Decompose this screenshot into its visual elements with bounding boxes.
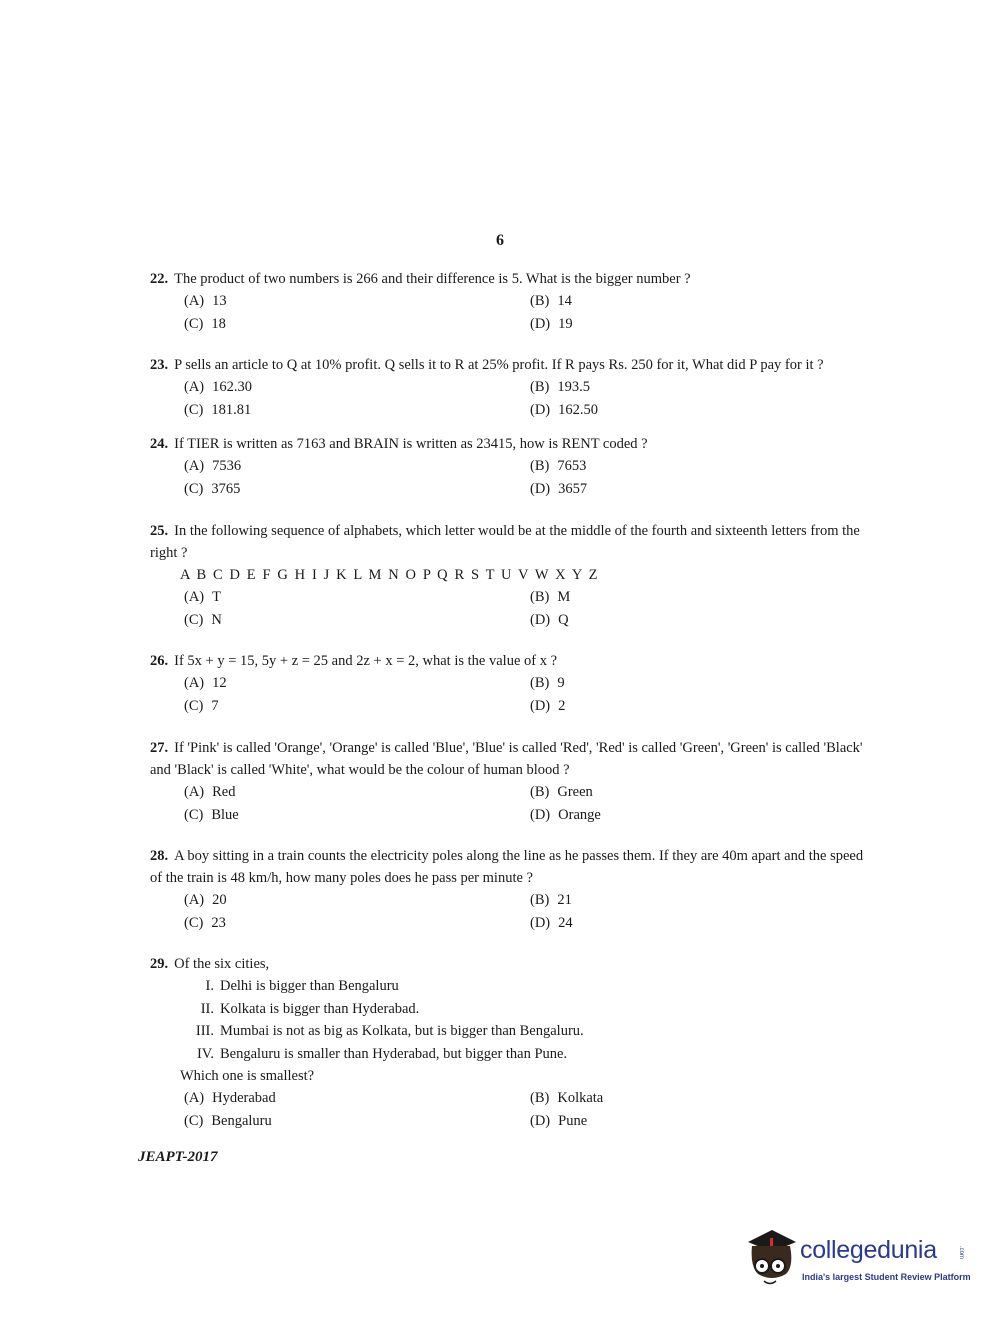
question-text: If TIER is written as 7163 and BRAIN is written as 23415, how is RENT coded ? bbox=[174, 436, 648, 452]
question-26 bbox=[150, 650, 870, 717]
question-number: 25. bbox=[150, 523, 169, 539]
option-b: (B) 21 bbox=[530, 892, 572, 908]
question-number: 27. bbox=[150, 740, 169, 756]
options bbox=[184, 586, 868, 631]
option-d: (D) Orange bbox=[530, 806, 601, 823]
question-text: A boy sitting in a train counts the electricity poles along the line as he passes them. If they are 40m apart and the speed of the train is 48 km/h, how many poles does he pass per minute ? bbox=[150, 848, 864, 886]
option-b: (B) Kolkata bbox=[530, 1090, 604, 1106]
statement: II. Kolkata is bigger than Hyderabad. bbox=[200, 1000, 420, 1017]
option-a: (A) 20 bbox=[184, 892, 227, 908]
option-a: (A) Hyderabad bbox=[184, 1090, 276, 1106]
statement: IV. Bengaluru is smaller than Hyderabad, but bigger than Pune. bbox=[196, 1045, 568, 1062]
option-d: (D) 3657 bbox=[530, 480, 588, 497]
option-c: (C) Blue bbox=[184, 806, 239, 823]
question-text: The product of two numbers is 266 and their difference is 5. What is the bigger number ? bbox=[174, 271, 691, 287]
options bbox=[184, 781, 868, 826]
question-text: In the following sequence of alphabets, which letter would be at the middle of the fourth and sixteenth letters from the right ? bbox=[150, 523, 860, 561]
question-number: 24. bbox=[150, 436, 169, 452]
option-b: (B) Green bbox=[530, 784, 593, 800]
options bbox=[184, 1087, 870, 1132]
option-a: (A) 162.30 bbox=[184, 379, 253, 395]
question-text: P sells an article to Q at 10% profit. Q sells it to R at 25% profit. If R pays Rs. 250 for it, What did P pay for it ? bbox=[174, 357, 824, 373]
logo-brand-text: collegedunia bbox=[800, 1236, 937, 1264]
option-c: (C) 3765 bbox=[184, 480, 241, 497]
question-28 bbox=[138, 845, 868, 934]
question-29 bbox=[150, 953, 870, 1132]
question-text: Of the six cities, bbox=[174, 956, 270, 972]
option-a: (A) T bbox=[184, 589, 221, 605]
collegedunia-logo bbox=[742, 1226, 972, 1288]
option-d: (D) 2 bbox=[530, 697, 566, 714]
question-text: If 5x + y = 15, 5y + z = 25 and 2z + x = 2, what is the value of x ? bbox=[174, 653, 558, 669]
option-b: (B) M bbox=[530, 589, 571, 605]
option-b: (B) 193.5 bbox=[530, 379, 590, 395]
options bbox=[184, 889, 868, 934]
option-d: (D) 162.50 bbox=[530, 401, 599, 418]
option-d: (D) Q bbox=[530, 611, 569, 628]
exam-code-footer: JEAPT-2017 bbox=[138, 1149, 218, 1165]
question-23 bbox=[150, 354, 870, 421]
option-b: (B) 9 bbox=[530, 675, 565, 691]
options bbox=[184, 376, 870, 421]
question-number: 28. bbox=[150, 848, 169, 864]
option-b: (B) 14 bbox=[530, 293, 572, 309]
option-a: (A) 12 bbox=[184, 675, 227, 691]
option-c: (C) 23 bbox=[184, 914, 226, 931]
question-number: 22. bbox=[150, 271, 169, 287]
option-c: (C) 18 bbox=[184, 315, 226, 332]
statement: III. Mumbai is not as big as Kolkata, but is bigger than Bengaluru. bbox=[195, 1023, 584, 1039]
question-ask: Which one is smallest? bbox=[180, 1068, 315, 1084]
option-b: (B) 7653 bbox=[530, 458, 587, 474]
mascot-icon bbox=[742, 1226, 800, 1288]
option-d: (D) 24 bbox=[530, 914, 573, 931]
question-number: 23. bbox=[150, 357, 169, 373]
question-22 bbox=[150, 268, 870, 335]
options bbox=[184, 290, 870, 335]
question-27 bbox=[138, 737, 868, 826]
statement-list bbox=[182, 975, 870, 1065]
statement: I. Delhi is bigger than Bengaluru bbox=[205, 978, 399, 994]
page-number: 6 bbox=[496, 232, 504, 249]
option-c: (C) 7 bbox=[184, 697, 219, 714]
question-text: If 'Pink' is called 'Orange', 'Orange' is called 'Blue', 'Blue' is called 'Red', 'Red' is called 'Green', 'Green' is called 'Black' and 'Black' is called 'White', what would be the colour of human blood ? bbox=[150, 740, 863, 778]
question-number: 29. bbox=[150, 956, 169, 972]
option-c: (C) 181.81 bbox=[184, 401, 252, 418]
options bbox=[184, 455, 870, 500]
question-number: 26. bbox=[150, 653, 169, 669]
question-25 bbox=[138, 520, 868, 631]
logo-tagline: India's largest Student Review Platform bbox=[802, 1272, 971, 1282]
question-24 bbox=[150, 433, 870, 500]
alphabet-sequence: A B C D E F G H I J K L M N O P Q R S T U V W X Y Z bbox=[180, 567, 600, 583]
option-c: (C) Bengaluru bbox=[184, 1112, 272, 1129]
option-a: (A) 13 bbox=[184, 293, 227, 309]
option-d: (D) Pune bbox=[530, 1112, 588, 1129]
logo-dotcom: .com bbox=[958, 1246, 964, 1260]
option-c: (C) N bbox=[184, 611, 222, 628]
options bbox=[184, 672, 870, 717]
option-a: (A) 7536 bbox=[184, 458, 242, 474]
option-d: (D) 19 bbox=[530, 315, 573, 332]
option-a: (A) Red bbox=[184, 784, 236, 800]
